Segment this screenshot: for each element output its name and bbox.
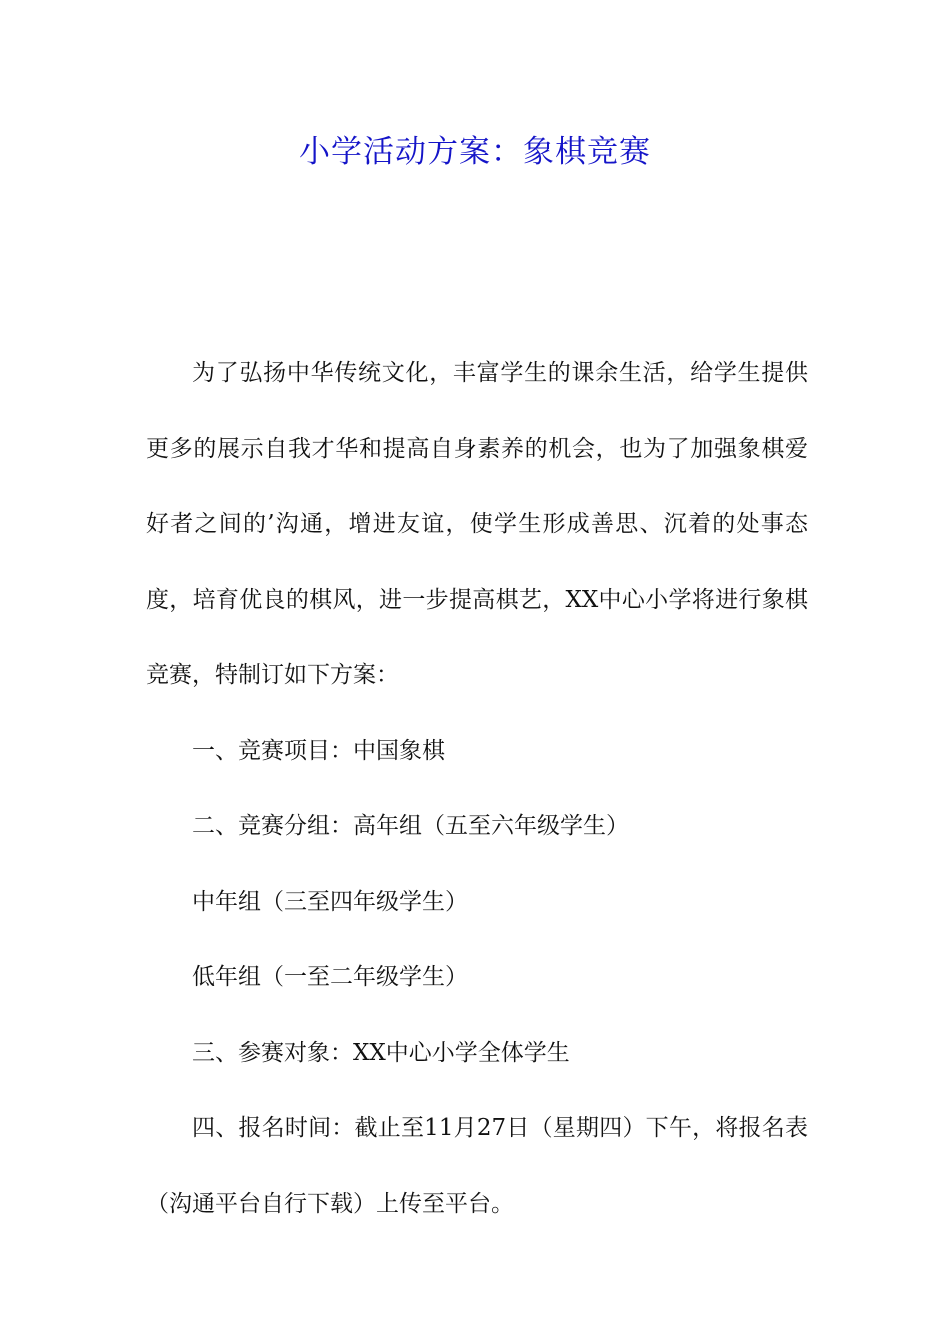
paragraph-grouping-junior: 低年组（一至二年级学生） bbox=[192, 964, 468, 990]
paragraph-intro: 为了弘扬中华传统文化，丰富学生的课余生活，给学生提供更多的展示自我才华和提高自身素养的机会，也为了加强象棋爱好者之间的’沟通，增进友谊，使学生形成善思、沉着的处事态度，培育优良的棋风，进一步提高棋艺，XX中心小学将进行象棋竞赛，特制订如下方案： bbox=[146, 360, 808, 688]
paragraph-grouping-middle: 中年组（三至四年级学生） bbox=[192, 888, 468, 915]
paragraph-registration-time: 四、报名时间：截止至11月27日（星期四）下午，将报名表（沟通平台自行下载）上传至平台。 bbox=[146, 1115, 808, 1217]
paragraph-participants: 三、参赛对象：XX中心小学全体学生 bbox=[192, 1039, 570, 1066]
document-title: 小学活动方案：象棋竞赛 bbox=[299, 134, 651, 170]
document-body bbox=[146, 336, 808, 1242]
paragraph-competition-item: 一、竞赛项目：中国象棋 bbox=[192, 737, 445, 764]
paragraph-grouping-senior: 二、竞赛分组：高年组（五至六年级学生） bbox=[192, 813, 629, 839]
